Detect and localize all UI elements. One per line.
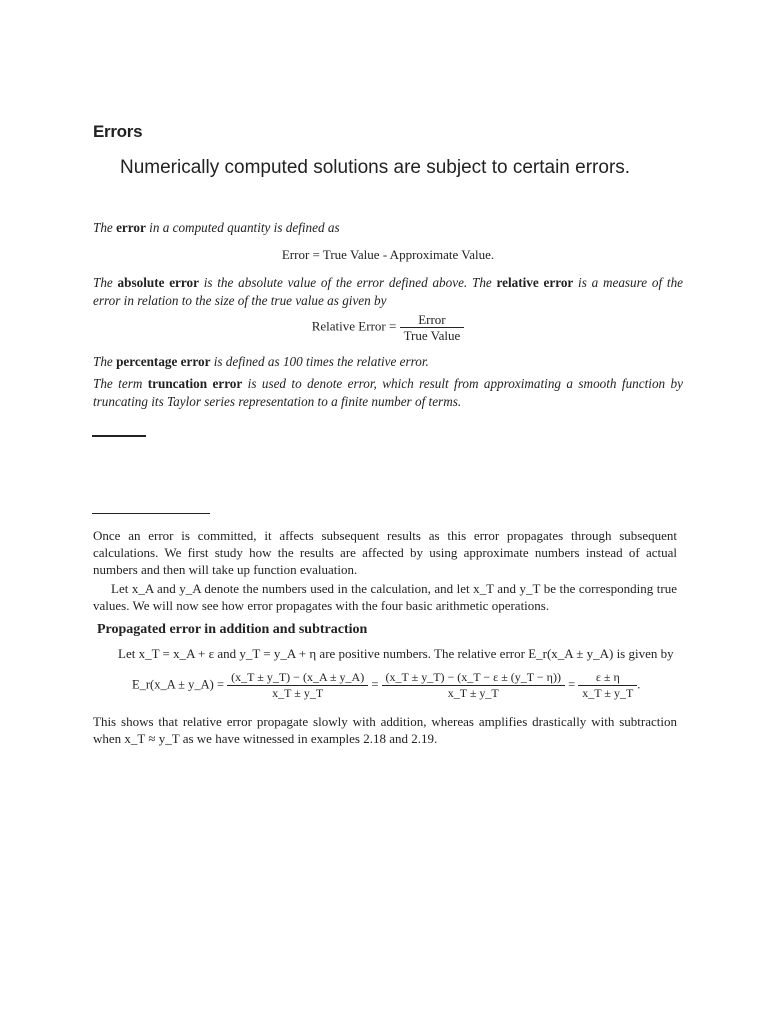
equation-fraction-1 <box>227 670 368 701</box>
percentage-definition: The percentage error is defined as 100 times the relative error. <box>93 354 429 369</box>
propagation-paragraph-1: Once an error is committed, it affects subsequent results as this error propagates through subsequent calculations. We first study how the results are affected by using approximate numbers instead of actual numbers and then will take up function evaluation. <box>93 528 677 577</box>
propagation-paragraph-4: This shows that relative error propagate slowly with addition, whereas amplifies drastically with subtraction when x_T ≈ y_T as we have witnessed in examples 2.18 and 2.19. <box>93 714 677 746</box>
propagation-paragraph-3: Let x_T = x_A + ε and y_T = y_A + η are positive numbers. The relative error E_r(x_A ± y_A) is given by <box>118 646 674 661</box>
equation-lhs: E_r(x_A ± y_A) = <box>132 677 225 692</box>
equation-fraction-2 <box>382 670 565 701</box>
fraction-1-numerator: (x_T ± y_T) − (x_A ± y_A) <box>227 670 368 686</box>
error-definition: The error in a computed quantity is defined as <box>93 220 340 235</box>
propagation-paragraph-2: Let x_A and y_A denote the numbers used in the calculation, and let x_T and y_T be the corresponding true values. We will now see how error propagates with the four basic arithmetic operations. <box>93 581 677 613</box>
fraction-3-denominator: x_T ± y_T <box>582 686 634 700</box>
section-heading: Errors <box>93 122 143 141</box>
section-divider <box>92 435 146 437</box>
fraction-2-denominator: x_T ± y_T <box>447 686 499 700</box>
fraction-numerator: Error <box>400 312 465 328</box>
relative-error-formula <box>93 312 683 343</box>
absolute-relative-definition: The absolute error is the absolute value of the error defined above. The relative error is a measure of the error in relation to the size of the true value as given by <box>93 275 684 308</box>
lead-sentence: Numerically computed solutions are subject to certain errors. <box>120 157 631 178</box>
relative-error-equation <box>132 670 640 701</box>
fraction-denominator: True Value <box>403 328 461 343</box>
subheading: Propagated error in addition and subtraction <box>97 622 368 637</box>
truncation-definition: The term truncation error is used to denote error, which result from approximating a smooth function by truncating its Taylor series representation to a finite number of terms. <box>93 376 683 409</box>
equals-sign-2: = <box>568 677 576 692</box>
equation-period: . <box>637 677 641 692</box>
fraction-2-numerator: (x_T ± y_T) − (x_T − ε ± (y_T − η)) <box>382 670 565 686</box>
equals-sign: = <box>371 677 379 692</box>
formula-lhs: Relative Error = <box>311 318 397 334</box>
fraction-3-numerator: ε ± η <box>578 670 637 686</box>
formula-fraction <box>400 312 465 343</box>
fraction-1-denominator: x_T ± y_T <box>272 686 324 700</box>
footnote-rule <box>92 513 210 514</box>
error-formula: Error = True Value - Approximate Value. <box>281 247 495 262</box>
equation-fraction-3 <box>578 670 637 701</box>
